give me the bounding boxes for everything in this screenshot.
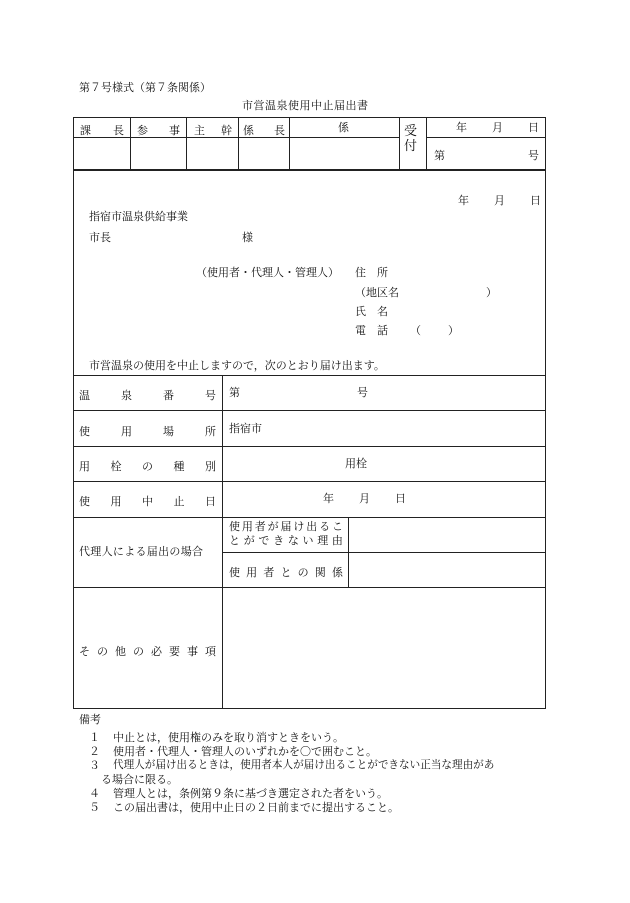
phone-paren-open: （ [410,324,421,337]
approval-col-kakari: 係 [338,121,349,134]
address-label: 住 所 [355,266,388,279]
district-close: ） [486,286,497,299]
receipt-month-label: 月 [492,121,503,134]
remark-2-num: ２ [89,745,100,758]
approval-col-kakarichou: 係 長 [243,124,285,137]
usage-place-value: 指宿市 [229,422,262,435]
remark-4-num: ４ [89,787,100,800]
remarks-title: 備考 [79,713,101,726]
form-title: 市営温泉使用中止届出書 [242,99,369,112]
agent-reason-label [229,520,343,548]
name-label: 氏 名 [355,305,388,318]
phone-paren-close: ） [448,324,459,337]
other-matters-label: そ の 他 の 必 要 事 項 [79,645,216,658]
submission-year-label: 年 [458,194,469,207]
receipt-year-label: 年 [456,121,467,134]
agent-case-label: 代理人による届出の場合 [79,545,204,558]
agent-reason-line2: と が で き な い 理 由 [229,534,343,547]
usage-place-label: 使 用 場 所 [79,425,216,438]
remark-3-num: ３ [89,759,100,772]
addressee-title: 市長 [89,231,111,244]
addressee-organization: 指宿市温泉供給事業 [89,210,188,223]
onsen-number-suffix: 号 [357,386,368,399]
form-reference: 第７号様式（第７条関係） [79,81,211,94]
agent-reason-line1: 使 用 者 が 届 け 出 る こ [229,520,343,533]
receipt-day-label: 日 [528,121,539,134]
approval-col-kachou: 課 長 [80,124,124,137]
remark-4-text: 管理人とは，条例第９条に基づき選定された者をいう。 [113,787,388,800]
approval-col-shukan: 主 幹 [194,124,232,137]
receipt-number-suffix: 号 [528,149,539,162]
remark-5-text: この届出書は，使用中止日の２日前までに提出すること。 [113,801,399,814]
approval-col-sanji: 参 事 [137,124,180,137]
onsen-number-label: 温 泉 番 号 [79,389,216,402]
remark-3-continuation: る場合に限る。 [101,773,178,786]
onsen-number-prefix: 第 [229,386,240,399]
remark-3-text: 代理人が届け出るときは，使用者本人が届け出ることができない正当な理由があ [113,759,495,771]
agent-relation-label: 使 用 者 と の 関 係 [229,566,343,579]
receipt-number-prefix: 第 [434,149,445,162]
statement: 市営温泉の使用を中止しますので，次のとおり届け出ます。 [89,359,385,372]
remark-1-num: １ [89,731,100,744]
stop-date-month: 月 [359,492,370,505]
tap-type-label: 用 栓 の 種 別 [79,460,216,473]
stop-date-label: 使 用 中 止 日 [79,495,216,508]
district-label: （地区名 [355,286,399,299]
phone-label: 電 話 [355,324,388,337]
tap-type-value: 用栓 [345,457,367,470]
remark-1-text: 中止とは，使用権のみを取り消すときをいう。 [113,731,344,744]
applicant-type: （使用者・代理人・管理人） [196,266,339,279]
uketsuke-stamp-label: 受付 [404,124,418,154]
remark-5-num: ５ [89,801,100,814]
stop-date-day: 日 [395,492,406,505]
remark-2-text: 使用者・代理人・管理人のいずれかを〇で囲むこと。 [113,745,377,758]
stop-date-year: 年 [323,492,334,505]
submission-month-label: 月 [494,194,505,207]
submission-day-label: 日 [530,194,541,207]
addressee-honorific: 様 [242,231,253,244]
